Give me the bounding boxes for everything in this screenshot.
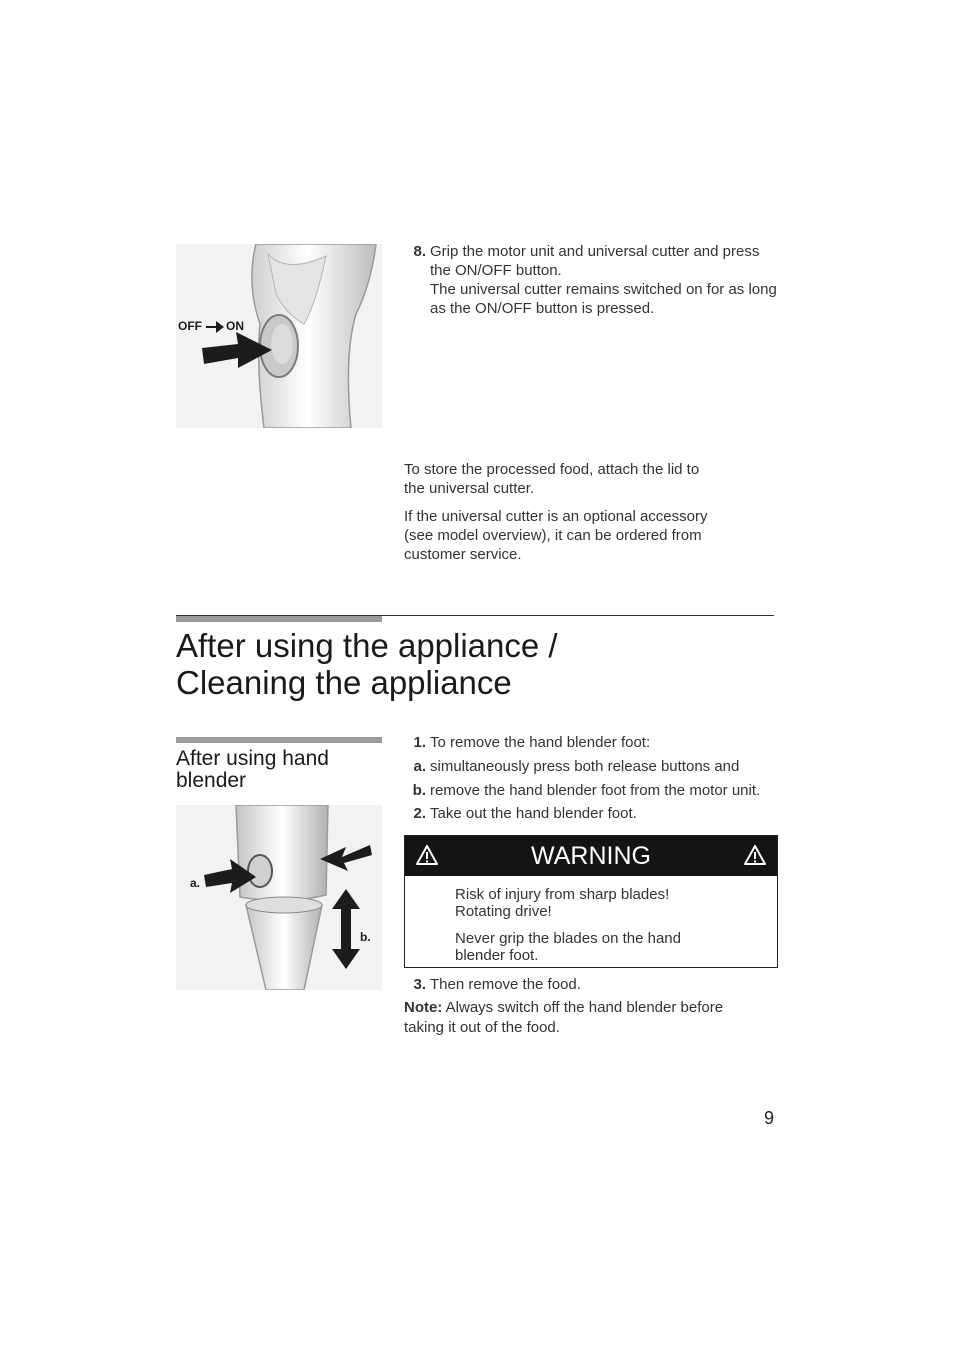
paragraph-optional-accessory: If the universal cutter is an optional accessory (see model overview), it can be ordered from customer service. bbox=[404, 508, 708, 563]
warning-box bbox=[404, 835, 778, 968]
section-heading bbox=[176, 627, 558, 701]
page-number: 9 bbox=[764, 1108, 775, 1128]
note-text: Always switch off the hand blender before taking it out of the food. bbox=[404, 999, 724, 1036]
label-b: b. bbox=[360, 930, 371, 944]
step-b bbox=[404, 781, 780, 800]
step-number: 2. bbox=[413, 805, 426, 822]
warning-text-risk bbox=[455, 886, 669, 920]
section-heading-line2: Cleaning the appliance bbox=[176, 664, 512, 701]
step-number: a. bbox=[413, 758, 426, 775]
figure-blender-on-off bbox=[176, 244, 382, 428]
step-text: Take out the hand blender foot. bbox=[430, 805, 637, 822]
step-number: 1. bbox=[413, 734, 426, 751]
warning-line: Rotating drive! bbox=[455, 903, 552, 920]
step-number: 8. bbox=[413, 243, 426, 260]
paragraph-store-food: To store the processed food, attach the lid to the universal cutter. bbox=[404, 461, 700, 497]
figure-remove-blender-foot bbox=[176, 805, 382, 990]
step-2 bbox=[404, 804, 780, 823]
warning-triangle-icon bbox=[743, 844, 767, 866]
subsection-rule bbox=[176, 737, 382, 743]
step-text: Then remove the food. bbox=[430, 976, 581, 993]
step-a bbox=[404, 757, 780, 776]
step-1 bbox=[404, 733, 780, 752]
step-number: b. bbox=[412, 782, 426, 799]
label-off: OFF bbox=[178, 319, 202, 333]
remove-foot-illustration bbox=[176, 805, 382, 990]
section-rule bbox=[176, 615, 774, 616]
section-rule-accent bbox=[176, 616, 382, 622]
step-text: simultaneously press both release buttons and bbox=[430, 758, 740, 775]
step-text: To remove the hand blender foot: bbox=[430, 734, 651, 751]
step-3 bbox=[404, 975, 780, 994]
note bbox=[404, 998, 754, 1038]
step-8-line2: The universal cutter remains switched on for as long as the ON/OFF button is pressed. bbox=[430, 281, 777, 317]
label-a: a. bbox=[190, 876, 201, 890]
label-on: ON bbox=[226, 319, 244, 333]
warning-header bbox=[405, 836, 777, 876]
note-label: Note: bbox=[404, 999, 443, 1016]
step-number: 3. bbox=[413, 976, 426, 993]
warning-text-grip: Never grip the blades on the hand blender foot. bbox=[455, 930, 681, 964]
warning-title: WARNING bbox=[531, 842, 651, 870]
step-8 bbox=[404, 242, 780, 318]
step-8-line1: Grip the motor unit and universal cutter and press the ON/OFF button. bbox=[430, 243, 760, 279]
step-text: remove the hand blender foot from the motor unit. bbox=[430, 782, 761, 799]
warning-line: Risk of injury from sharp blades! bbox=[455, 886, 670, 903]
section-heading-line1: After using the appliance / bbox=[176, 627, 558, 664]
blender-on-off-illustration bbox=[176, 244, 382, 428]
subsection-heading: After using hand blender bbox=[176, 747, 329, 792]
